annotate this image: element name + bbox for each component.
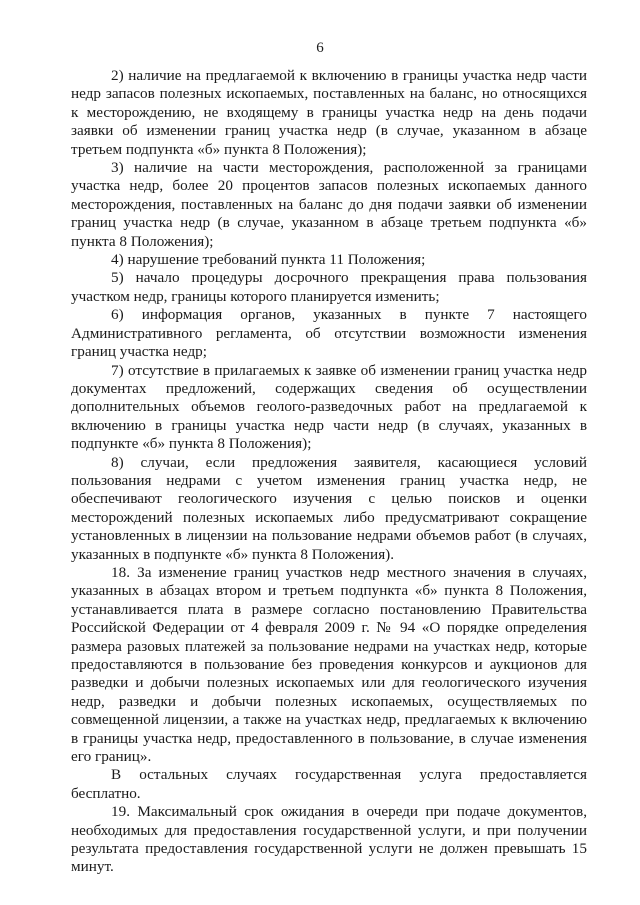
paragraph-item-6: 6) информация органов, указанных в пункте 7 настоящего Административного регламента, об отсутствии возможности изменения границ участка недр; — [71, 306, 587, 361]
paragraph-item-4: 4) нарушение требований пункта 11 Положения; — [111, 251, 426, 269]
paragraph-item-8: 8) случаи, если предложения заявителя, касающиеся условий пользования недрами с учетом изменения границ участка недр, не обеспечивают геологического изучения с целью поисков и оценки месторождений полезных ископаемых либо предусматривают сокращение установленных в лицензии на пользование недрами объемов работ (в случаях, указанных в подпункте «б» пункта 8 Положения). — [71, 453, 587, 563]
paragraph-clause-18: 18. За изменение границ участков недр местного значения в случаях, указанных в абзацах втором и третьем подпункта «б» пункта 8 Положения, устанавливается плата в размере согласно постановлению Правительства Российской Федерации от 4 февраля 2009 г. № 94 «О порядке определения размера разовых платежей за пользование недрами на участках недр, которые предоставляются в пользование без проведения конкурсов и аукционов для разведки и добычи полезных ископаемых или для геологического изучения недр, разведки и добычи полезных ископаемых, осуществляемых по совмещенной лицензии, а также на участках недр, предлагаемых к включению в границы участка недр, предоставленного в пользование, в случае изменения его границ». — [71, 563, 587, 766]
paragraph-item-7: 7) отсутствие в прилагаемых к заявке об изменении границ участка недр документах предложений, содержащих сведения об осуществлении дополнительных объемов геолого-разведочных работ на предлагаемой к включению в границы участка недр части недр (в случаях, указанных в подпункте «б» пункта 8 Положения); — [71, 361, 587, 453]
paragraph-free-service: В остальных случаях государственная услуга предоставляется бесплатно. — [71, 766, 587, 802]
paragraph-item-5: 5) начало процедуры досрочного прекращения права пользования участком недр, границы которого планируется изменить; — [71, 269, 587, 305]
paragraph-item-3: 3) наличие на части месторождения, расположенной за границами участка недр, более 20 процентов запасов полезных ископаемых данного месторождения, поставленных на баланс до дня подачи заявки об изменении границ участка недр (в случае, указанном в абзаце третьем подпункта «б» пункта 8 Положения); — [71, 159, 587, 250]
paragraph-item-2: 2) наличие на предлагаемой к включению в границы участка недр части недр запасов полезных ископаемых, поставленных на баланс, но относящихся к месторождению, не входящему в границы участка недр на день подачи заявки об изменении границ участка недр (в случае, указанном в абзаце третьем подпункта «б» пункта 8 Положения); — [71, 67, 587, 158]
document-body — [71, 67, 587, 877]
page-number: 6 — [316, 40, 324, 56]
paragraph-clause-19: 19. Максимальный срок ожидания в очереди при подаче документов, необходимых для предоставления государственной услуги, и при получении результата предоставления государственной услуги не должен превышать 15 минут. — [71, 803, 587, 876]
